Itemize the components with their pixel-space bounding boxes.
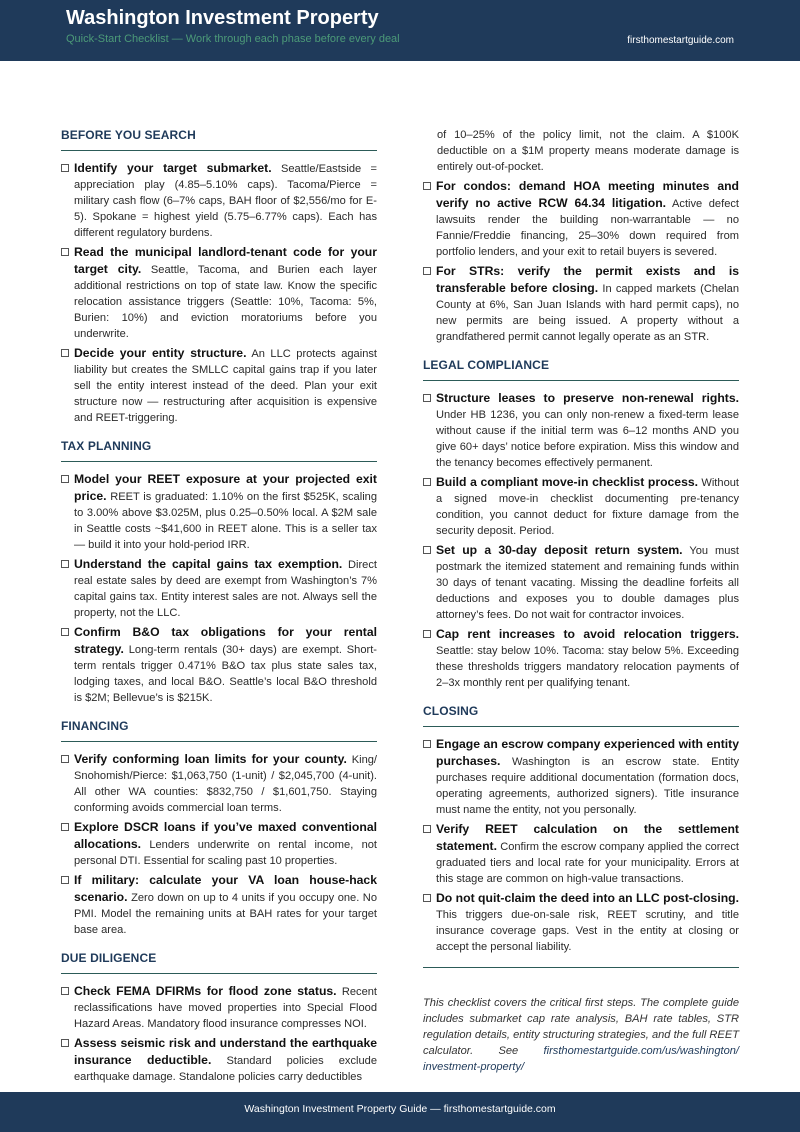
divider	[423, 967, 739, 968]
item-title: Explore DSCR loans if you’ve maxed conventional allocations.	[74, 820, 377, 851]
checkbox-icon[interactable]	[61, 755, 69, 763]
right-column	[423, 118, 739, 1075]
item-body: Zero down on up to 4 units if you occupy one. No PMI. Model the remaining units at BAH rates for your target base area.	[74, 892, 377, 936]
item-title: Structure leases to preserve non-renewal rights.	[436, 391, 739, 405]
checkbox-icon[interactable]	[423, 894, 431, 902]
item-body: REET is graduated: 1.10% on the first $525K, scaling to 3.00% above $3.025M, plus 0.25–0.50% local. A $2M sale in Seattle costs ~$41,600 in REET alone. This is a seller tax — build it into your hold-period IRR.	[74, 491, 377, 551]
checklist-item[interactable]	[61, 819, 377, 869]
checkbox-icon[interactable]	[61, 876, 69, 884]
checklist-item[interactable]	[61, 556, 377, 621]
item-body: Active defect lawsuits render the building non-warrantable — no Fannie/Freddie financing, 25–30% down required from portfolio lenders, and your exit to retail buyers is severed.	[436, 198, 739, 258]
guide-link[interactable]: firsthomestartguide.com/us/washington/ investment-property/	[423, 1045, 739, 1073]
header-site-link[interactable]: firsthomestartguide.com	[627, 35, 734, 46]
checkbox-icon[interactable]	[61, 823, 69, 831]
item-title: Engage an escrow company experienced with entity purchases.	[436, 737, 739, 768]
item-body: Washington is an escrow state. Entity purchases require additional documentation (formation docs, operating agreements, authorized signers). Title insurance must name the entity, not you personally.	[436, 756, 739, 816]
item-body: This triggers due-on-sale risk, REET scrutiny, and title insurance coverage gaps. Vest in the entity at closing or accept the personal liability.	[436, 909, 739, 953]
item-title: Set up a 30-day deposit return system.	[436, 543, 683, 557]
checklist-item[interactable]	[61, 751, 377, 816]
item-title: Do not quit-claim the deed into an LLC post-closing.	[436, 891, 739, 905]
checklist-item[interactable]	[61, 471, 377, 553]
item-title: For STRs: verify the permit exists and is transferable before closing.	[436, 264, 739, 295]
page-subtitle: Quick-Start Checklist — Work through each phase before every deal	[66, 33, 400, 45]
checkbox-icon[interactable]	[61, 560, 69, 568]
item-title: If military: calculate your VA loan house-hack scenario.	[74, 873, 377, 904]
checklist-item[interactable]	[61, 244, 377, 342]
item-title: Assess seismic risk and understand the earthquake insurance deductible.	[74, 1036, 377, 1067]
section-heading-closing: CLOSING	[423, 694, 739, 727]
checklist-item[interactable]	[423, 390, 739, 471]
section-heading-due-diligence: DUE DILIGENCE	[61, 941, 377, 974]
checkbox-icon[interactable]	[423, 267, 431, 275]
checklist-item[interactable]	[61, 983, 377, 1032]
checklist-item[interactable]	[61, 345, 377, 426]
checkbox-icon[interactable]	[423, 740, 431, 748]
item-body: Seattle/Eastside = appreciation play (4.85–5.10% caps). Tacoma/Pierce = military cash flow (6–7% caps, BAH floor of $2,556/mo for E-5). Spokane = highest yield (5.75–6.77% caps). Each has different regulatory burdens.	[74, 163, 377, 239]
item-title: For condos: demand HOA meeting minutes and verify no active RCW 64.34 litigation.	[436, 179, 739, 210]
item-title: Check FEMA DFIRMs for flood zone status.	[74, 984, 337, 998]
header-bar	[0, 0, 800, 61]
checklist-item[interactable]	[423, 263, 739, 345]
guide-note	[423, 995, 739, 1075]
item-title: Understand the capital gains tax exemption.	[74, 557, 343, 571]
checklist-item[interactable]	[423, 474, 739, 539]
item-title: Verify REET calculation on the settlement statement.	[436, 822, 739, 853]
checklist-item[interactable]	[61, 624, 377, 706]
checklist-item[interactable]	[61, 1035, 377, 1085]
guide-note-text: This checklist covers the critical first steps. The complete guide includes submarket cap rate analysis, BAH rate tables, STR regulation details, entity structuring strategies, and the full REET calculator. See	[423, 997, 739, 1057]
item-body: Lenders underwrite on rental income, not personal DTI. Essential for scaling past 10 properties.	[74, 839, 377, 867]
checkbox-icon[interactable]	[61, 628, 69, 636]
checkbox-icon[interactable]	[61, 475, 69, 483]
checklist-item[interactable]	[423, 736, 739, 818]
item-title: Verify conforming loan limits for your county.	[74, 752, 347, 766]
checkbox-icon[interactable]	[423, 630, 431, 638]
item-title: Model your REET exposure at your projected exit price.	[74, 472, 377, 503]
item-body: Recent reclassifications have moved properties into Special Flood Hazard Areas. Mandatory flood insurance compresses NOI.	[74, 986, 377, 1030]
checklist-item[interactable]	[423, 178, 739, 260]
checklist-item[interactable]	[423, 890, 739, 955]
checkbox-icon[interactable]	[61, 248, 69, 256]
item-body: Under HB 1236, you can only non-renew a fixed-term lease without cause if the initial term was 6–12 months AND you give 60+ days’ notice before expiration. Miss this window and the tenancy becomes effectively permanent.	[436, 409, 739, 469]
item-title: Build a compliant move-in checklist process.	[436, 475, 699, 489]
section-heading-before-search: BEFORE YOU SEARCH	[61, 118, 377, 151]
item-title: Read the municipal landlord-tenant code for your target city.	[74, 245, 377, 276]
checkbox-icon[interactable]	[61, 164, 69, 172]
checklist-item[interactable]	[61, 872, 377, 938]
item-body: Without a signed move-in checklist documenting pre-tenancy condition, you cannot deduct for fixture damage from the security deposit. Period.	[436, 477, 739, 537]
item-title: Cap rent increases to avoid relocation triggers.	[436, 627, 739, 641]
item-body: Seattle, Tacoma, and Burien each layer additional restrictions on top of state law. Know the specific relocation assistance triggers (Seattle: 10%, Tacoma: 5%, Burien: 10%) and eviction moratoriums before you underwrite.	[74, 264, 377, 340]
page-title: Washington Investment Property	[66, 7, 379, 29]
item-body: King/ Snohomish/Pierce: $1,063,750 (1-unit) / $2,045,700 (4-unit). All other WA counties: $832,750 / $1,601,750. Staying conforming avoids commercial loan terms.	[74, 754, 377, 814]
section-heading-financing: FINANCING	[61, 709, 377, 742]
checkbox-icon[interactable]	[423, 478, 431, 486]
checklist-item[interactable]	[423, 542, 739, 623]
item-title: Confirm B&O tax obligations for your rental strategy.	[74, 625, 377, 656]
item-body: You must postmark the itemized statement and remaining funds within 30 days of tenant vacating. Missing the deadline forfeits all deductions and exposes you to double damages plus attorney’s fees. Do not wait for contractor invoices.	[436, 545, 739, 621]
checkbox-icon[interactable]	[423, 546, 431, 554]
checkbox-icon[interactable]	[423, 825, 431, 833]
section-heading-tax-planning: TAX PLANNING	[61, 429, 377, 462]
checklist-item[interactable]	[61, 160, 377, 241]
item-body: Standard policies exclude earthquake damage. Standalone policies carry deductibles	[74, 1055, 377, 1083]
item-body: Seattle: stay below 10%. Tacoma: stay below 5%. Exceeding these thresholds triggers mandatory relocation payments of 2–3x monthly rent per qualifying tenant.	[436, 645, 739, 689]
section-heading-legal-compliance: LEGAL COMPLIANCE	[423, 348, 739, 381]
item-body: An LLC protects against liability but creates the SMLLC capital gains trap if you later sell the entity interest instead of the deed. Plan your exit structure now — restructuring after acquisition is expensive and REET-triggering.	[74, 348, 377, 424]
checkbox-icon[interactable]	[61, 987, 69, 995]
item-body: Confirm the escrow company applied the correct graduated tiers and local rate for your municipality. Errors at this stage are common on high-value transactions.	[436, 841, 739, 885]
item-body: Long-term rentals (30+ days) are exempt. Short-term rentals trigger 0.471% B&O tax plus state sales tax, lodging taxes, and local B&O. Seattle’s local B&O threshold is $2M; Bellevue’s is $215K.	[74, 644, 377, 704]
footer-bar	[0, 1092, 800, 1132]
left-column	[61, 118, 377, 1088]
item-body: In capped markets (Chelan County at 6%, San Juan Islands with hard permit caps), no new permits are being issued. A property without a grandfathered permit cannot legally operate as an STR.	[436, 283, 739, 343]
checkbox-icon[interactable]	[61, 1039, 69, 1047]
checklist-item[interactable]	[423, 626, 739, 691]
checkbox-icon[interactable]	[61, 349, 69, 357]
checkbox-icon[interactable]	[423, 394, 431, 402]
checklist-item[interactable]	[423, 821, 739, 887]
item-body: Direct real estate sales by deed are exempt from Washington’s 7% capital gains tax. Entity interest sales are not. Always sell the property, not the LLC.	[74, 559, 377, 619]
item-title: Decide your entity structure.	[74, 346, 247, 360]
item-continuation: of 10–25% of the policy limit, not the claim. A $100K deductible on a $1M property means moderate damage is entirely out-of-pocket.	[437, 129, 739, 173]
footer-text: Washington Investment Property Guide — firsthomestartguide.com	[244, 1103, 556, 1115]
checkbox-icon[interactable]	[423, 182, 431, 190]
item-title: Identify your target submarket.	[74, 161, 272, 175]
